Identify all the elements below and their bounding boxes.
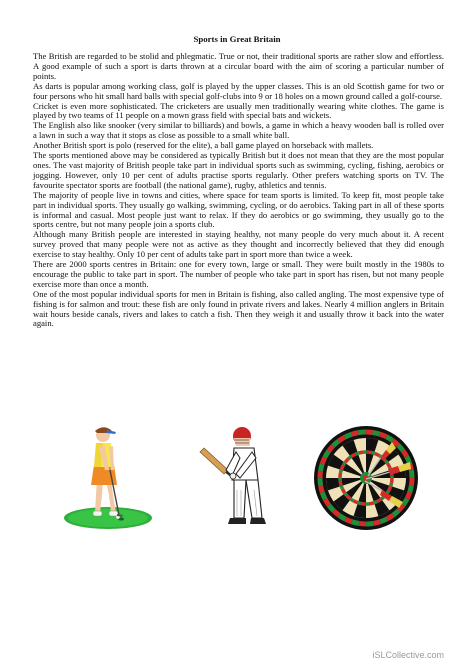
paragraph-fishing: One of the most popular individual sports for men in Britain is fishing, also called angling. The most expensive type of fishing is for salmon and trout: these fish are only found in private rivers and lakes. Nearly 4 million anglers in Britain wait hours beside canals, rivers and lakes to catch a fish. Then they weigh it and usually throw it back into the water again.	[33, 288, 444, 329]
golfer-illustration	[53, 415, 163, 530]
watermark: iSLCollective.com	[372, 650, 444, 660]
paragraph-golf: As darts is popular among working class, golf is played by the upper classes. This is an old Scottish game for two or four persons who hit small hard balls with special golf-clubs into 9 or 18 holes on a mown ground called a golf-course.	[33, 80, 444, 101]
paragraph-polo: Another British sport is polo (reserved for the elite), a ball game played on horseback with mallets.	[33, 140, 374, 151]
article-body	[33, 52, 444, 329]
paragraph-darts: The British are regarded to be stolid and phlegmatic. True or not, their traditional sports are rather slow and effortless. A good example of such a sport is darts thrown at a circular board with the aim of scoring a particular number of points.	[33, 51, 444, 81]
page-title: Sports in Great Britain	[193, 34, 281, 44]
paragraph-health: Although many British people are interested in staying healthy, not many people do very much about it. A recent survey proved that many people were not as active as they thought and incorrectly believed that they did enough exercise to stay healthy. Only 10 per cent of adults take part in sport more than twice a week.	[33, 229, 444, 260]
paragraph-sports-centres: There are 2000 sports centres in Britain: one for every town, large or small. They were built mostly in the 1980s to encourage the public to take part in sport. The number of people who take part in sport has risen, but not many people exercise more than once a month.	[33, 259, 444, 289]
paragraph-snooker-bowls: The English also like snooker (very similar to billiards) and bowls, a game in which a heavy wooden ball is rolled over a lawn in such a way that it stops as close as possible to a small white ball.	[33, 120, 444, 141]
cricketer-illustration	[196, 418, 284, 533]
paragraph-individual-sports: The majority of people live in towns and cities, where space for team sports is limited. To keep fit, most people take part in individual sports. They usually go walking, swimming, cycling, or do aerobics. Taking part in all of these sports is informal and casual. Most people just want to relax. If they do aerobics or go swimming, they usually go to the sports centre, but not many people join a sports club.	[33, 189, 444, 230]
paragraph-cricket: Cricket is even more sophisticated. The cricketers are usually men traditionally wearing white clothes. The game is played by two teams of 11 people on a mown grass field with special bats and wickets.	[33, 100, 444, 121]
dartboard-illustration	[312, 424, 420, 532]
paragraph-popular-sports: The sports mentioned above may be considered as typically British but it does not mean that they are the most popular ones. The vast majority of British people take part in individual sports such as swimming, cycling, fishing, aerobics or jogging. However, only 10 per cent of adults practise sports regularly. Other prefers watching sports on TV. The favourite spectator sports are football (the national game), rugby, athletics and tennis.	[33, 150, 444, 190]
